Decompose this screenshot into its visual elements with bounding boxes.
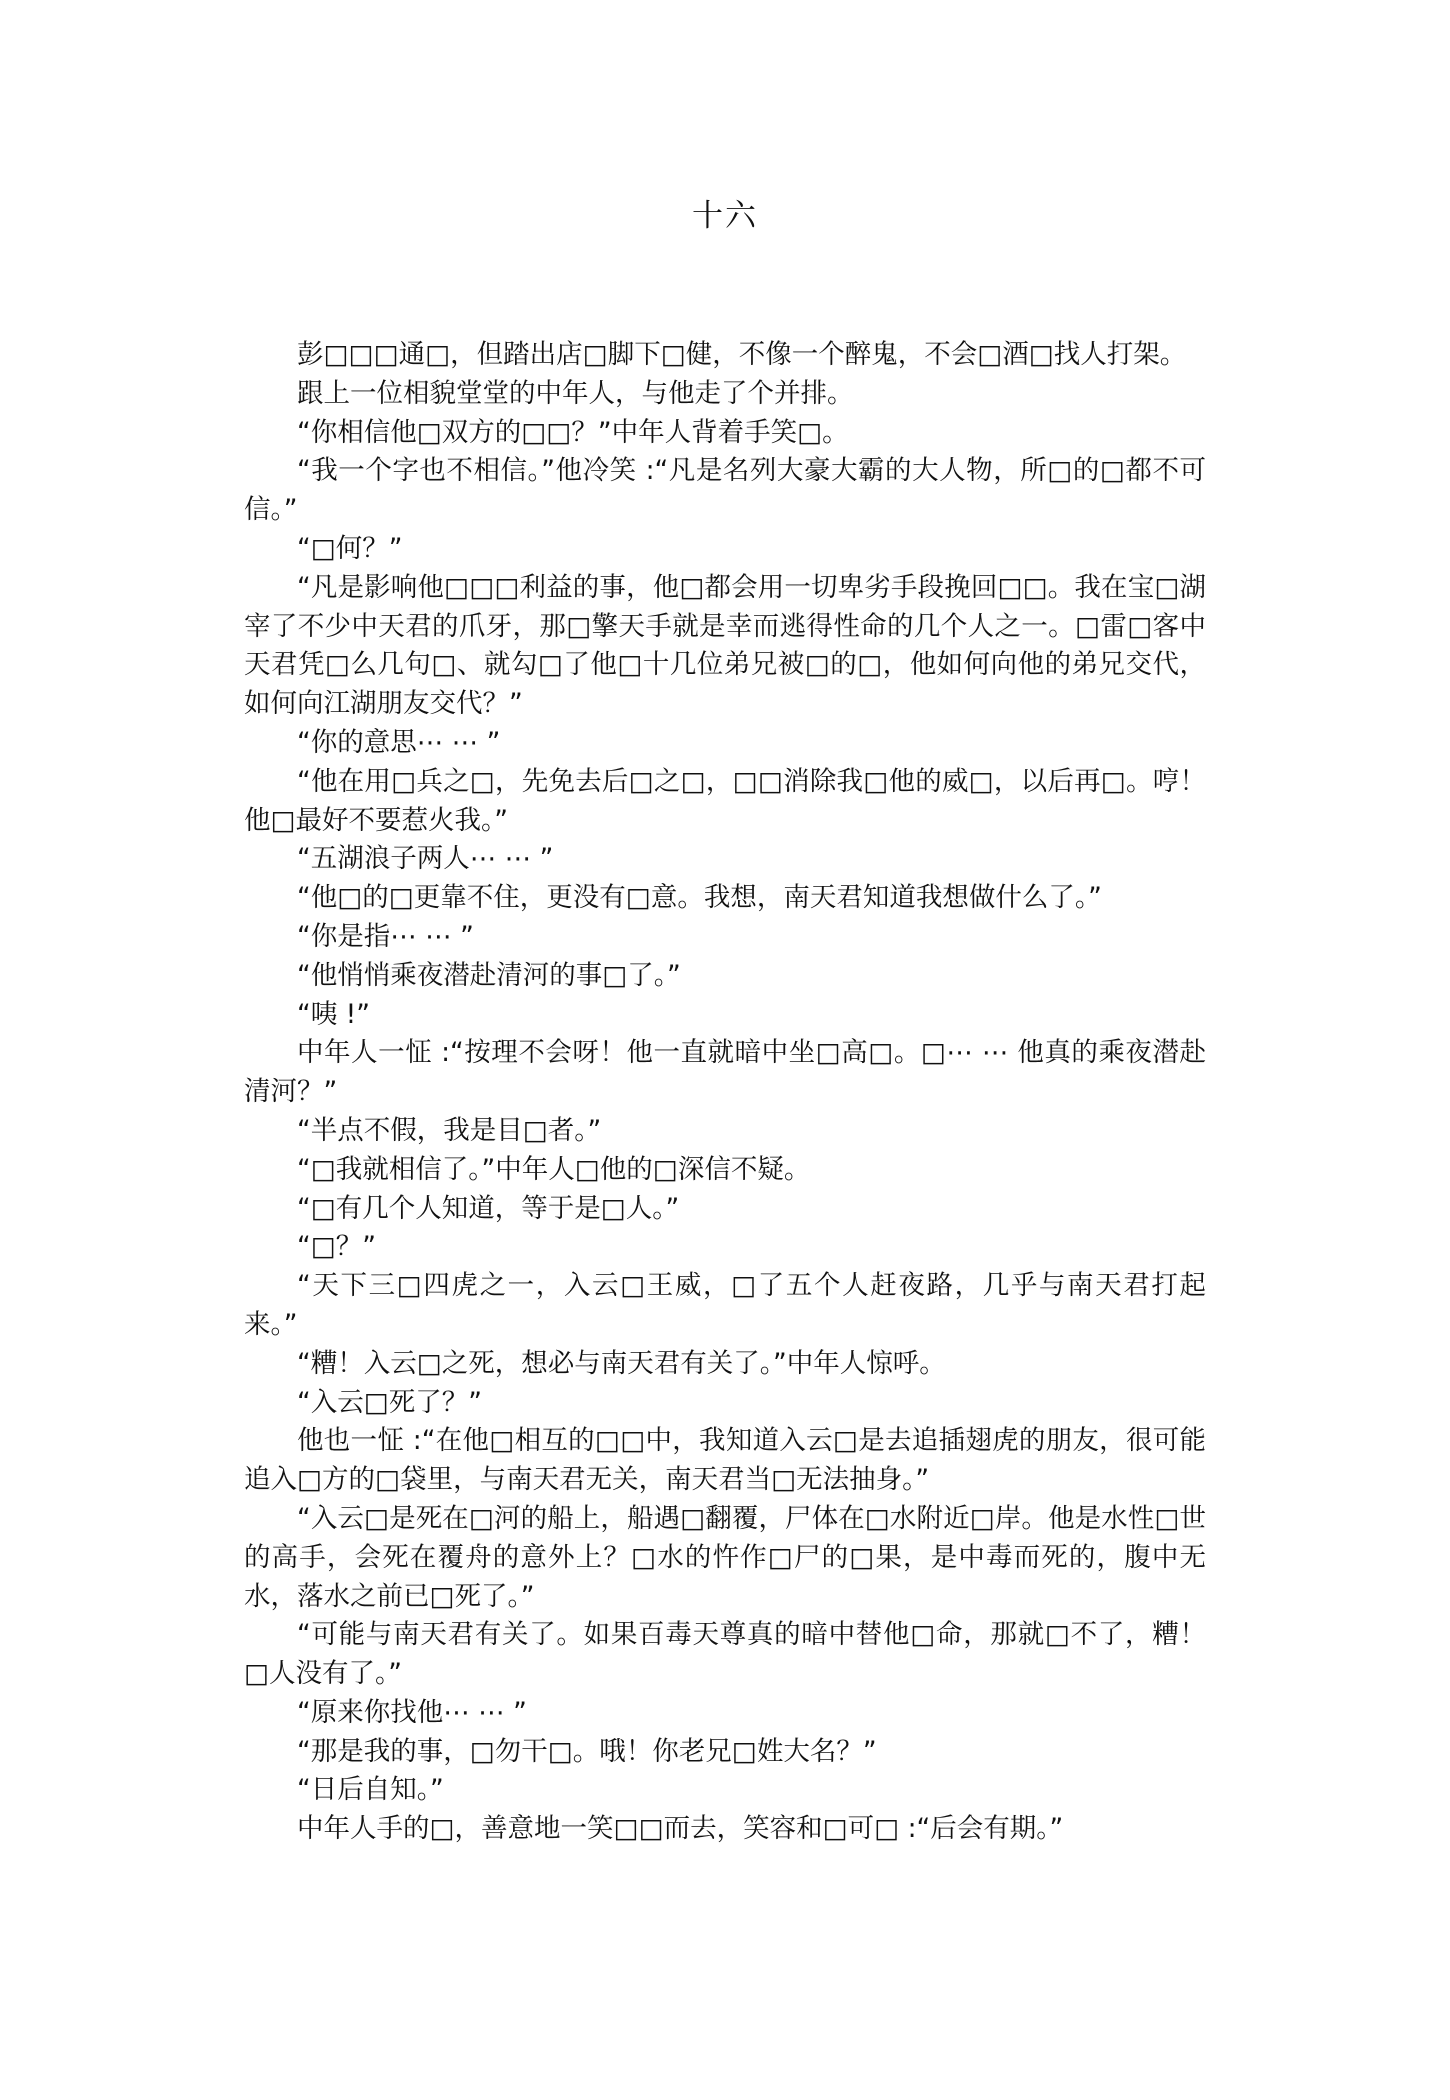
paragraph: “咦 !” xyxy=(297,998,371,1030)
paragraph: “半点不假，我是目□者。” xyxy=(297,1114,602,1146)
paragraph: “你相信他□双方的□□？”中年人背着手笑□。 xyxy=(297,416,849,448)
chapter-title: 十六 xyxy=(692,198,758,234)
paragraph: “□我就相信了。”中年人□他的□深信不疑。 xyxy=(297,1153,811,1185)
paragraph: 中年人手的□，善意地一笑□□而去，笑容和□可□ :“后会有期。” xyxy=(297,1813,1064,1845)
paragraph: “□有几个人知道，等于是□人。” xyxy=(297,1192,680,1224)
paragraph: 彭□□□通□，但踏出店□脚下□健，不像一个醉鬼，不会□酒□找人打架。 xyxy=(297,339,1187,370)
paragraph: “日后自知。” xyxy=(297,1774,444,1806)
paragraph: “五湖浪子两人⋯ ⋯ ” xyxy=(297,843,554,875)
body-text xyxy=(244,336,1206,1849)
paragraph: “你的意思⋯ ⋯ ” xyxy=(297,726,501,758)
paragraph: “我一个字也不相信。”他冷笑 :“凡是名列大豪大霸的大人物，所□的□都不可信。” xyxy=(244,455,1206,526)
paragraph: “原来你找他⋯ ⋯ ” xyxy=(297,1696,527,1728)
paragraph: “他在用□兵之□，先免去后□之□，□□消除我□他的威□，以后再□。哼！他□最好不要惹火我。” xyxy=(244,765,1206,836)
paragraph: “□何？” xyxy=(297,532,403,564)
paragraph: “□？” xyxy=(297,1231,376,1263)
paragraph: “凡是影响他□□□利益的事，他□都会用一切卑劣手段挽回□□。我在宝□湖宰了不少中天君的爪牙，那□擎天手就是幸而逃得性命的几个人之一。□雷□客中天君凭□么几句□、就勾□了他□十几位弟兄被□的□，他如何向他的弟兄交代，如何向江湖朋友交代？” xyxy=(244,571,1206,720)
paragraph: “你是指⋯ ⋯ ” xyxy=(297,920,474,952)
paragraph: “入云□死了？” xyxy=(297,1386,482,1418)
paragraph: “可能与南天君有关了。如果百毒天尊真的暗中替他□命，那就□不了，糟！□人没有了。” xyxy=(244,1619,1206,1690)
paragraph: 中年人一怔 :“按理不会呀！他一直就暗中坐□高□。□⋯ ⋯ 他真的乘夜潜赴清河？” xyxy=(244,1037,1206,1108)
paragraph: “入云□是死在□河的船上，船遇□翻覆，尸体在□水附近□岸。他是水性□世的高手，会死在覆舟的意外上？□水的忤作□尸的□果，是中毒而死的，腹中无水，落水之前已□死了。” xyxy=(244,1502,1206,1612)
paragraph: “那是我的事，□勿干□。哦！你老兄□姓大名？” xyxy=(297,1735,877,1767)
paragraph: “天下三□四虎之一，入云□王威，□了五个人赶夜路，几乎与南天君打起来。” xyxy=(244,1270,1206,1340)
paragraph: “糟！入云□之死，想必与南天君有关了。”中年人惊呼。 xyxy=(297,1347,946,1379)
paragraph: 跟上一位相貌堂堂的中年人，与他走了个并排。 xyxy=(297,377,854,409)
paragraph: “他悄悄乘夜潜赴清河的事□了。” xyxy=(297,959,681,991)
paragraph: 他也一怔 :“在他□相互的□□中，我知道入云□是去追插翅虎的朋友，很可能追入□方的□袋里，与南天君无关，南天君当□无法抽身。” xyxy=(244,1425,1206,1496)
paragraph: “他□的□更靠不住，更没有□意。我想，南天君知道我想做什么了。” xyxy=(297,882,1102,914)
